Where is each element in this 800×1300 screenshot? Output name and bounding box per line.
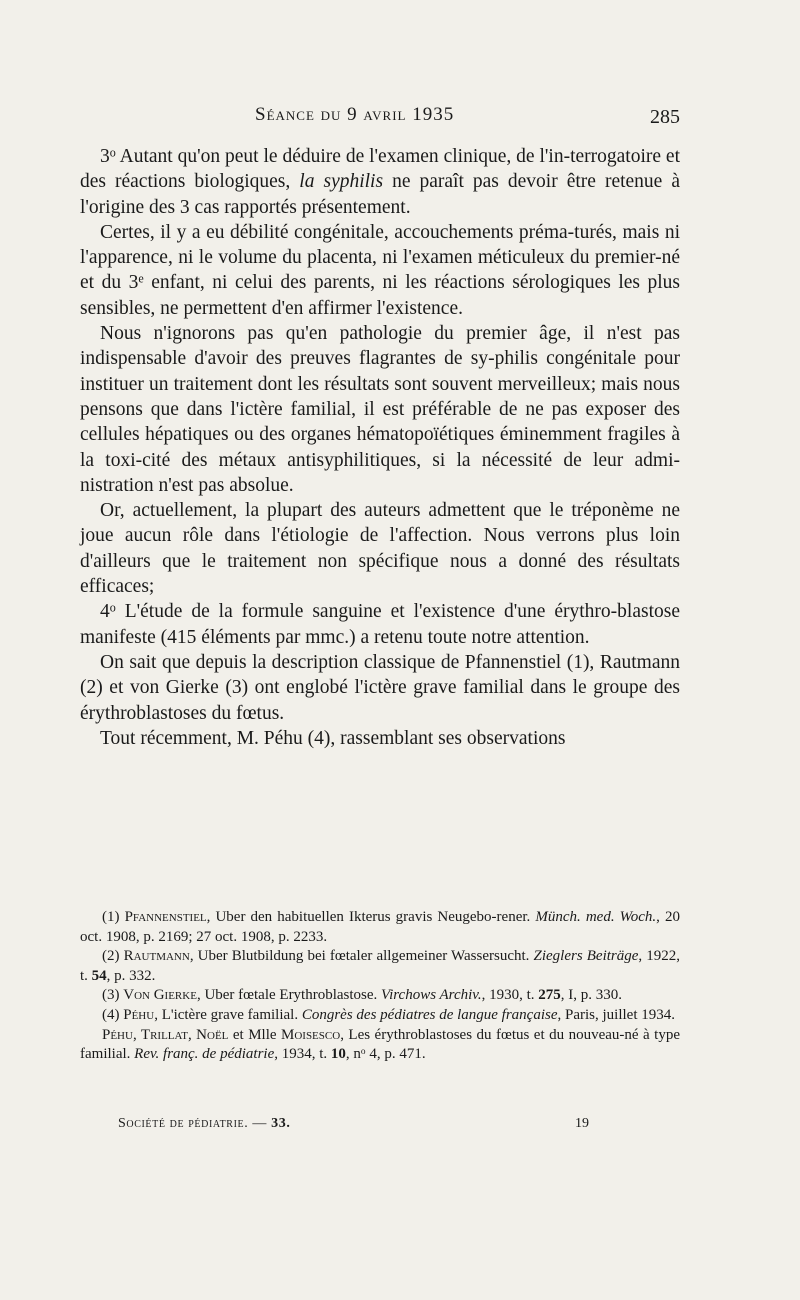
text-run: , Uber Blutbildung bei fœtaler allgemeiner Wassersucht.	[189, 948, 534, 965]
running-header	[0, 104, 800, 134]
ordinal-mark: o	[360, 1046, 366, 1057]
text-run: L'étude de la formule sanguine et l'existence d'une érythro-blastose manifeste (415 éléments par mmc.) a retenu toute notre attention.	[80, 601, 680, 648]
text-run: , p. 332.	[106, 967, 156, 984]
footnote-mark: (1)	[102, 909, 125, 925]
text-run: , Les érythroblastoses du fœtus et du nouveau-né à type familial.	[80, 1026, 680, 1063]
footnote-mark: (2)	[102, 948, 124, 965]
main-text	[80, 144, 680, 751]
text-run: , 1934, t.	[274, 1046, 331, 1063]
text-run: Autant qu'on peut le déduire de l'examen clinique, de l'in-terrogatoire et des réactions biologiques,	[80, 146, 680, 193]
footnote-journal: Virchows Archiv.	[381, 987, 482, 1004]
text-run: , n	[345, 1046, 361, 1063]
paragraph-4: Or, actuellement, la plupart des auteurs admettent que le tréponème ne joue aucun rôle dans l'étiologie de l'affection. Nous verrons plus loin d'ailleurs que le traitement non spécifique nous a donné des résultats efficaces;	[80, 500, 680, 598]
footnote-author: Péhu, Trillat, Noël	[102, 1026, 229, 1043]
ordinal-mark: o	[109, 145, 116, 160]
footnote-journal: Münch. med. Woch.	[535, 909, 657, 925]
footnote-1	[80, 908, 680, 947]
footnote-mark: (4)	[102, 1006, 124, 1023]
footnote-mark: (3)	[102, 987, 124, 1004]
text-run: Certes, il y a eu débilité congénitale, accouchements préma-turés, mais ni l'apparence, ni le volume du placenta, ni l'examen méticuleux du premier-né et du 3	[80, 221, 680, 294]
footnote-3	[80, 986, 680, 1006]
signature-mark: 19	[575, 1116, 589, 1131]
society-name: Société de pédiatrie. —	[118, 1116, 272, 1131]
paragraph-3: Nous n'ignorons pas qu'en pathologie du premier âge, il n'est pas indispensable d'avoir des preuves flagrantes de sy-philis congénitale pour instituer un traitement dont les résultats sont souvent merveilleux; mais nous pensons que dans l'ictère familial, il est préférable de ne pas exposer des cellules hépatiques ou des organes hématopoïétiques éminemment fragiles à la toxi-cité des métaux antisyphilitiques, si la nécessité de leur admi-nistration n'est pas absolue.	[80, 323, 680, 496]
text-run: , Uber fœtale Erythroblastose.	[196, 987, 382, 1004]
footnote-author: Pfannenstiel	[124, 909, 207, 925]
text-run: , 1930, t.	[481, 987, 539, 1004]
footnote-2	[80, 947, 680, 986]
text-run: , 1922, t.	[80, 948, 680, 984]
footnote-author: Moisesco	[281, 1026, 341, 1043]
society-line	[118, 1116, 290, 1132]
footnote-volume: 10	[330, 1046, 346, 1063]
running-title: Séance du 9 avril 1935	[255, 104, 455, 125]
footnote-5	[80, 1026, 680, 1065]
paragraph-6: On sait que depuis la description classique de Pfannenstiel (1), Rautmann (2) et von Gierke (3) ont englobé l'ictère grave familial dans le groupe des érythroblastoses du fœtus.	[80, 651, 680, 724]
point-number: 3	[100, 146, 110, 167]
footnote-journal: Rev. franç. de pédiatrie	[134, 1046, 275, 1063]
footnote-journal: Zieglers Beiträge	[533, 948, 639, 965]
footnote-journal: Congrès des pédiatres de langue française	[301, 1006, 558, 1023]
text-run: et Mlle	[228, 1026, 281, 1043]
point-number: 4	[100, 601, 110, 623]
text-run: , 20 oct. 1908, p. 2169; 27 oct. 1908, p. 2233.	[80, 909, 680, 945]
text-run: enfant, ni celui des parents, ni les réactions sérologiques les plus sensibles, ne permettent d'en affirmer l'existence.	[80, 272, 680, 319]
text-run: 4, p. 471.	[365, 1046, 426, 1063]
text-run: , Paris, juillet 1934.	[557, 1006, 676, 1023]
footnotes	[80, 908, 680, 1065]
page-footer	[0, 1116, 800, 1140]
footnote-author: Von Gierke	[123, 987, 197, 1004]
ordinal-mark: e	[138, 272, 144, 287]
footnote-volume: 54	[91, 967, 107, 984]
text-run: ne paraît pas devoir être retenue à l'origine des 3 cas rapportés présentement.	[80, 171, 680, 218]
footnote-4	[80, 1006, 680, 1026]
paragraph-5	[80, 599, 680, 650]
text-run: , Uber den habituellen Ikterus gravis Neugebo-rener.	[206, 909, 536, 925]
paragraph-1	[80, 144, 680, 220]
footnote-author: Péhu	[123, 1006, 155, 1023]
paragraph-2	[80, 220, 680, 321]
paragraph-7: Tout récemment, M. Péhu (4), rassemblant ses observations	[100, 727, 566, 749]
footnote-volume: 275	[538, 987, 561, 1004]
footnote-author: Rautmann	[123, 948, 190, 965]
society-volume: 33.	[271, 1116, 291, 1131]
text-run: , I, p. 330.	[560, 987, 623, 1004]
text-run: , L'ictère grave familial.	[154, 1006, 302, 1023]
ordinal-mark: o	[109, 600, 116, 615]
page-number: 285	[650, 106, 680, 128]
italic-term: la syphilis	[299, 171, 384, 193]
